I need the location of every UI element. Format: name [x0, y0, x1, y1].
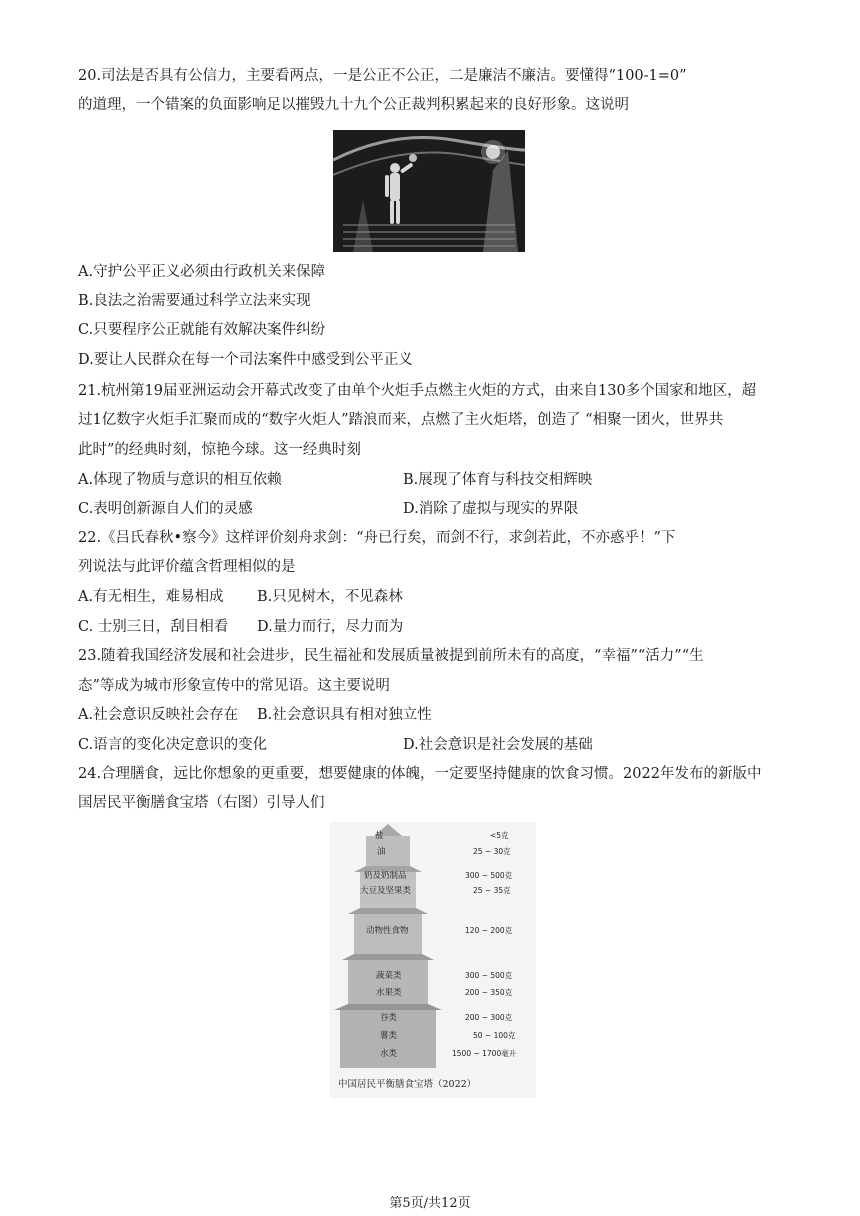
pagoda-item-amount: 300 ~ 500克 — [465, 871, 513, 880]
balanced-diet-pagoda-figure — [330, 822, 536, 1098]
q21-option-b: B.展现了体育与科技交相辉映 — [403, 472, 593, 488]
q23-option-c: C.语言的变化决定意识的变化 — [78, 737, 268, 753]
q23-stem-line1: 23.随着我国经济发展和社会进步，民生福祉和发展质量被提到前所未有的高度，“幸福”“活力”“生 — [78, 648, 704, 664]
q20-stem-line2: 的道理，一个错案的负面影响足以摧毁九十九个公正裁判积累起来的良好形象。这说明 — [78, 97, 629, 113]
q22-option-d: D.量力而行，尽力而为 — [257, 619, 404, 635]
pagoda-item-amount: 25 ~ 35克 — [473, 886, 511, 895]
q20-stem-line1: 20.司法是否具有公信力，主要看两点，一是公正不公正，二是廉洁不廉洁。要懂得“100-1=0” — [78, 68, 687, 84]
torch-photo-drawing — [333, 130, 525, 252]
pagoda-item-name: 水类 — [380, 1049, 398, 1059]
q23-option-d: D.社会意识是社会发展的基础 — [403, 737, 593, 753]
q20-option-c: C.只要程序公正就能有效解决案件纠纷 — [78, 322, 326, 338]
pagoda-caption: 中国居民平衡膳食宝塔（2022） — [338, 1079, 477, 1090]
page-number: 第5页/共12页 — [389, 1196, 471, 1211]
pagoda-item-name: 水果类 — [376, 988, 402, 998]
pagoda-item-name: 油 — [377, 847, 386, 857]
pagoda-item-amount: 25 ~ 30克 — [473, 847, 511, 856]
pagoda-item-name: 薯类 — [380, 1031, 398, 1041]
pagoda-item-name: 大豆及坚果类 — [360, 886, 412, 896]
pagoda-item-amount: 200 ~ 350克 — [465, 988, 513, 997]
pagoda-item-amount: 120 ~ 200克 — [465, 926, 513, 935]
pagoda-item-amount: 300 ~ 500克 — [465, 971, 513, 980]
pagoda-item-name: 盐 — [375, 831, 384, 841]
pagoda-item-amount: <5克 — [490, 831, 509, 840]
q21-stem-line3: 此时”的经典时刻，惊艳今球。这一经典时刻 — [78, 442, 361, 458]
q24-stem-line1: 24.合理膳食，远比你想象的更重要，想要健康的体魄，一定要坚持健康的饮食习惯。2022年发布的新版中 — [78, 766, 762, 782]
q22-stem-line1: 22.《吕氏春秋•察今》这样评价刻舟求剑：“舟已行矣，而剑不行，求剑若此，不亦惑乎！”下 — [78, 530, 676, 546]
pagoda-item-amount: 200 ~ 300克 — [465, 1013, 513, 1022]
q22-option-a: A.有无相生，难易相成 — [78, 589, 224, 605]
q21-option-d: D.消除了虚拟与现实的界限 — [403, 501, 579, 517]
q20-option-a: A.守护公平正义必须由行政机关来保障 — [78, 264, 326, 280]
q22-option-b: B.只见树木，不见森林 — [257, 589, 403, 605]
pagoda-item-name: 谷类 — [380, 1013, 398, 1023]
q24-stem-line2: 国居民平衡膳食宝塔（右图）引导人们 — [78, 795, 325, 811]
q20-option-b: B.良法之治需要通过科学立法来实现 — [78, 293, 311, 309]
q21-stem-line2: 过1亿数字火炬手汇聚而成的“数字火炬人”踏浪而来，点燃了主火炬塔，创造了 “相聚一团火，世界共 — [78, 412, 724, 428]
q21-stem-line1: 21.杭州第19届亚洲运动会开幕式改变了由单个火炬手点燃主火炬的方式，由来自130多个国家和地区，超 — [78, 383, 757, 399]
pagoda-item-name: 动物性食物 — [366, 926, 409, 936]
pagoda-item-amount: 50 ~ 100克 — [473, 1031, 516, 1040]
torch-photo — [333, 130, 525, 252]
q21-option-c: C.表明创新源自人们的灵感 — [78, 501, 253, 517]
q23-option-b: B.社会意识具有相对独立性 — [257, 707, 432, 723]
q22-stem-line2: 列说法与此评价蕴含哲理相似的是 — [78, 559, 296, 575]
q23-stem-line2: 态”等成为城市形象宣传中的常见语。这主要说明 — [78, 678, 390, 694]
pagoda-item-amount: 1500 ~ 1700毫升 — [452, 1049, 517, 1058]
q21-option-a: A.体现了物质与意识的相互依赖 — [78, 472, 282, 488]
q20-option-d: D.要让人民群众在每一个司法案件中感受到公平正义 — [78, 352, 413, 368]
pagoda-item-name: 蔬菜类 — [376, 971, 402, 981]
q23-option-a: A.社会意识反映社会存在 — [78, 707, 239, 723]
pagoda-item-name: 奶及奶制品 — [364, 871, 407, 881]
q22-option-c: C. 士别三日，刮目相看 — [78, 619, 229, 635]
